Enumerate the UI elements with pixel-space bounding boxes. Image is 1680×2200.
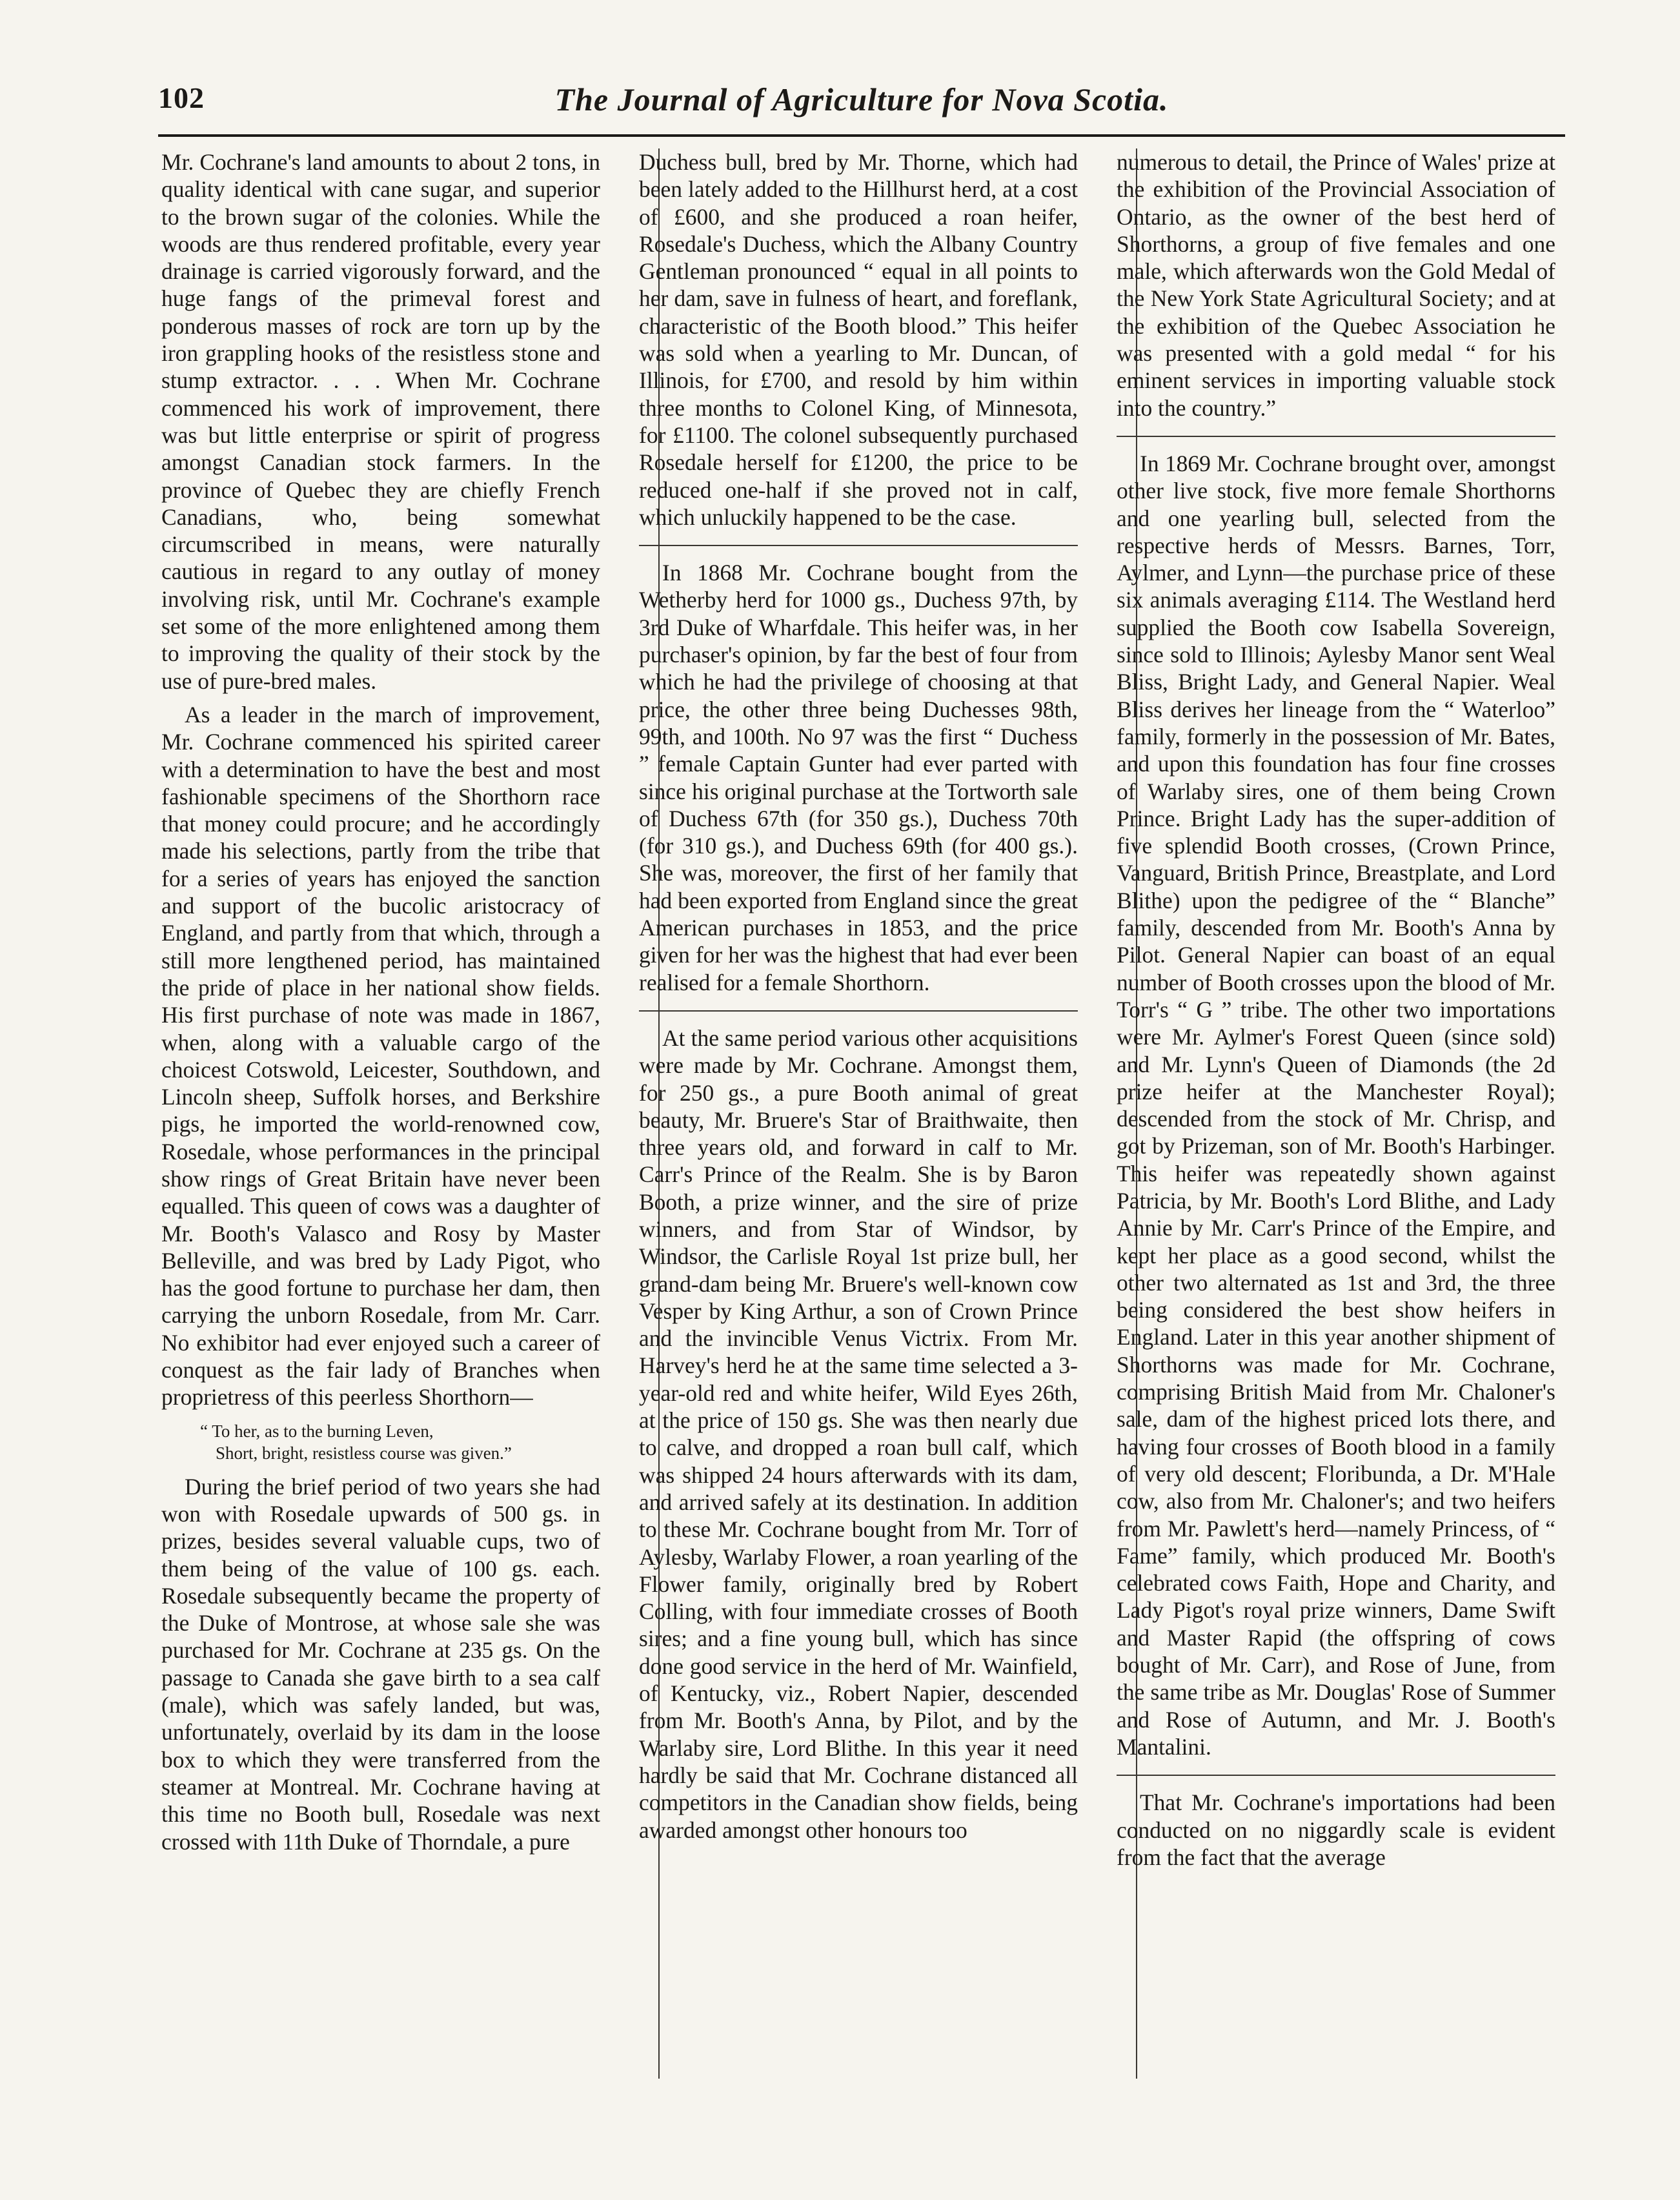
- paragraph: In 1868 Mr. Cochrane bought from the Wetherby herd for 1000 gs., Duchess 97th, by 3rd Duke of Wharfdale. This heifer was, in her purchaser's opinion, by far the best of four from which he had the privilege of choosing at that price, the other three being Duchesses 98th, 99th, and 100th. No 97 was the first “ Duchess ” female Captain Gunter had ever parted with since his original purchase at the Tortworth sale of Duchess 67th (for 350 gs.), Duchess 70th (for 310 gs.), and Duchess 69th (for 400 gs.). She was, moreover, the first of her family that had been exported from England since the great American purchases in 1853, and the price given for her was the highest that had ever been realised for a female Shorthorn.: [639, 545, 1078, 996]
- column-3: [1117, 148, 1555, 2092]
- quote-line: Short, bright, resistless course was given.”: [216, 1443, 512, 1463]
- column-1: [161, 148, 600, 2092]
- column-2: [639, 148, 1078, 2092]
- journal-title: The Journal of Agriculture for Nova Scotia.: [554, 81, 1169, 117]
- verse-quote: [200, 1420, 600, 1464]
- paragraph: That Mr. Cochrane's importations had been conducted on no niggardly scale is evident from the fact that the average: [1117, 1775, 1555, 1871]
- paragraph: At the same period various other acquisitions were made by Mr. Cochrane. Amongst them, for 250 gs., a pure Booth animal of great beauty, Mr. Bruere's Star of Braithwaite, then three years old, and forward in calf to Mr. Carr's Prince of the Realm. She is by Baron Booth, a prize winner, and the sire of prize winners, and from Star of Windsor, by Windsor, the Carlisle Royal 1st prize bull, her grand-dam being Mr. Bruere's well-known cow Vesper by King Arthur, a son of Crown Prince and the invincible Venus Victrix. From Mr. Harvey's herd he at the same time selected a 3-year-old red and white heifer, Wild Eyes 26th, at the price of 150 gs. She was then nearly due to calve, and dropped a roan bull calf, which was shipped 24 hours afterwards with its dam, and arrived safely at its destination. In addition to these Mr. Cochrane bought from Mr. Torr of Aylesby, Warlaby Flower, a roan yearling of the Flower family, originally bred by Robert Colling, with four immediate crosses of Booth sires; and a fine young bull, which has since done good service in the herd of Mr. Wainfield, of Kentucky, viz., Robert Napier, descended from Mr. Booth's Anna, by Pilot, and by the Warlaby sire, Lord Blithe. In this year it need hardly be said that Mr. Cochrane distanced all competitors in the Canadian show fields, being awarded amongst other honours too: [639, 1010, 1078, 1844]
- paragraph: Duchess bull, bred by Mr. Thorne, which had been lately added to the Hillhurst herd, at a cost of £600, and she produced a roan heifer, Rosedale's Duchess, which the Albany Country Gentleman pronounced “ equal in all points to her dam, save in fulness of heart, and foreflank, characteristic of the Booth blood.” This heifer was sold when a yearling to Mr. Duncan, of Illinois, for £700, and resold by him within three months to Colonel King, of Minnesota, for £1100. The colonel subsequently purchased Rosedale herself for £1200, the price to be reduced one-half if she proved not in calf, which unluckily happened to be the case.: [639, 149, 1078, 530]
- article-body: [161, 148, 1572, 2092]
- page-header: [158, 81, 1565, 126]
- paragraph: As a leader in the march of improvement, Mr. Cochrane commenced his spirited career with a determination to have the best and most fashionable specimens of the Shorthorn race that money could procure; and he accordingly made his selections, partly from the tribe that for a series of years has enjoyed the sanction and support of the bucolic aristocracy of England, and partly from that which, through a still more lengthened period, has maintained the pride of place in her national show fields. His first purchase of note was made in 1867, when, along with a valuable cargo of the choicest Cotswold, Leicester, Southdown, and Lincoln sheep, Suffolk horses, and Berkshire pigs, he imported the world-renowned cow, Rosedale, whose performances in the principal show rings of Great Britain have never been equalled. This queen of cows was a daughter of Mr. Booth's Valasco and Rosy by Master Belleville, and was bred by Lady Pigot, who has the good fortune to purchase her dam, then carrying the unborn Rosedale, from Mr. Carr. No exhibitor had ever enjoyed such a career of conquest as the fair lady of Branches when proprietress of this peerless Shorthorn—: [161, 701, 600, 1411]
- header-rule: [158, 134, 1565, 137]
- paragraph: In 1869 Mr. Cochrane brought over, amongst other live stock, five more female Shorthorns and one yearling bull, selected from the respective herds of Messrs. Barnes, Torr, Aylmer, and Lynn—the purchase price of these six animals averaging £114. The Westland herd supplied the Booth cow Isabella Sovereign, since sold to Illinois; Aylesby Manor sent Weal Bliss, Bright Lady, and General Napier. Weal Bliss derives her lineage from the “ Waterloo” family, formerly in the possession of Mr. Bates, and upon this foundation has four fine crosses of Warlaby sires, one of them being Crown Prince. Bright Lady has the super-addition of five splendid Booth crosses, (Crown Prince, Vanguard, British Prince, Breastplate, and Lord Blithe) upon the pedigree of the “ Blanche” family, descended from Mr. Booth's Anna by Pilot. General Napier can boast of an equal number of Booth crosses upon the blood of Mr. Torr's “ G ” tribe. The other two importations were Mr. Aylmer's Forest Queen (since sold) and Mr. Lynn's Queen of Diamonds (the 2d prize heifer at the Manchester Royal); descended from the stock of Mr. Chrisp, and got by Prizeman, son of Mr. Booth's Harbinger. This heifer was repeatedly shown against Patricia, by Mr. Booth's Lord Blithe, and Lady Annie by Mr. Carr's Prince of the Empire, and kept her place as a good second, whilst the other two alternated as 1st and 3rd, the three being considered the best show heifers in England. Later in this year another shipment of Shorthorns was made for Mr. Cochrane, comprising British Maid from Mr. Chaloner's sale, dam of the highest priced lots there, and having four crosses of Booth blood in a family of very old descent; Floribunda, a Dr. M'Hale cow, also from Mr. Chaloner's; and two heifers from Mr. Pawlett's herd—namely Princess, of “ Fame” family, which produced Mr. Booth's celebrated cows Faith, Hope and Charity, and Lady Pigot's royal prize winners, Dame Swift and Master Rapid (the offspring of cows bought of Mr. Carr), and Rose of June, from the same tribe as Mr. Douglas' Rose of Summer and Rose of Autumn, and Mr. J. Booth's Mantalini.: [1117, 436, 1555, 1760]
- quote-line: “ To her, as to the burning Leven,: [200, 1421, 434, 1441]
- paragraph: numerous to detail, the Prince of Wales' prize at the exhibition of the Provincial Association of Ontario, as the owner of the best herd of Shorthorns, a group of five females and one male, which afterwards won the Gold Medal of the New York State Agricultural Society; and at the exhibition of the Quebec Association he was presented with a gold medal “ for his eminent services in importing valuable stock into the country.”: [1117, 149, 1555, 421]
- paragraph: Mr. Cochrane's land amounts to about 2 tons, in quality identical with cane sugar, and superior to the brown sugar of the colonies. While the woods are thus rendered profitable, every year drainage is carried vigorously forward, and the huge fangs of the primeval forest and ponderous masses of rock are torn up by the iron grappling hooks of the resistless stone and stump extractor. . . . When Mr. Cochrane commenced his work of improvement, there was but little enterprise or spirit of progress amongst Canadian stock farmers. In the province of Quebec they are chiefly French Canadians, who, being somewhat circumscribed in means, were naturally cautious in regard to any outlay of money involving risk, until Mr. Cochrane's example set some of the more enlightened among them to improving the quality of their stock by the use of pure-bred males.: [161, 149, 600, 694]
- page-number: 102: [158, 81, 205, 114]
- paragraph: During the brief period of two years she had won with Rosedale upwards of 500 gs. in prizes, besides several valuable cups, two of them being of the value of 100 gs. each. Rosedale subsequently became the property of the Duke of Montrose, at whose sale she was purchased for Mr. Cochrane at 235 gs. On the passage to Canada she gave birth to a sea calf (male), which was safely landed, but was, unfortunately, overlaid by its dam in the loose box to which they were transferred from the steamer at Montreal. Mr. Cochrane having at this time no Booth bull, Rosedale was next crossed with 11th Duke of Thorndale, a pure: [161, 1473, 600, 1855]
